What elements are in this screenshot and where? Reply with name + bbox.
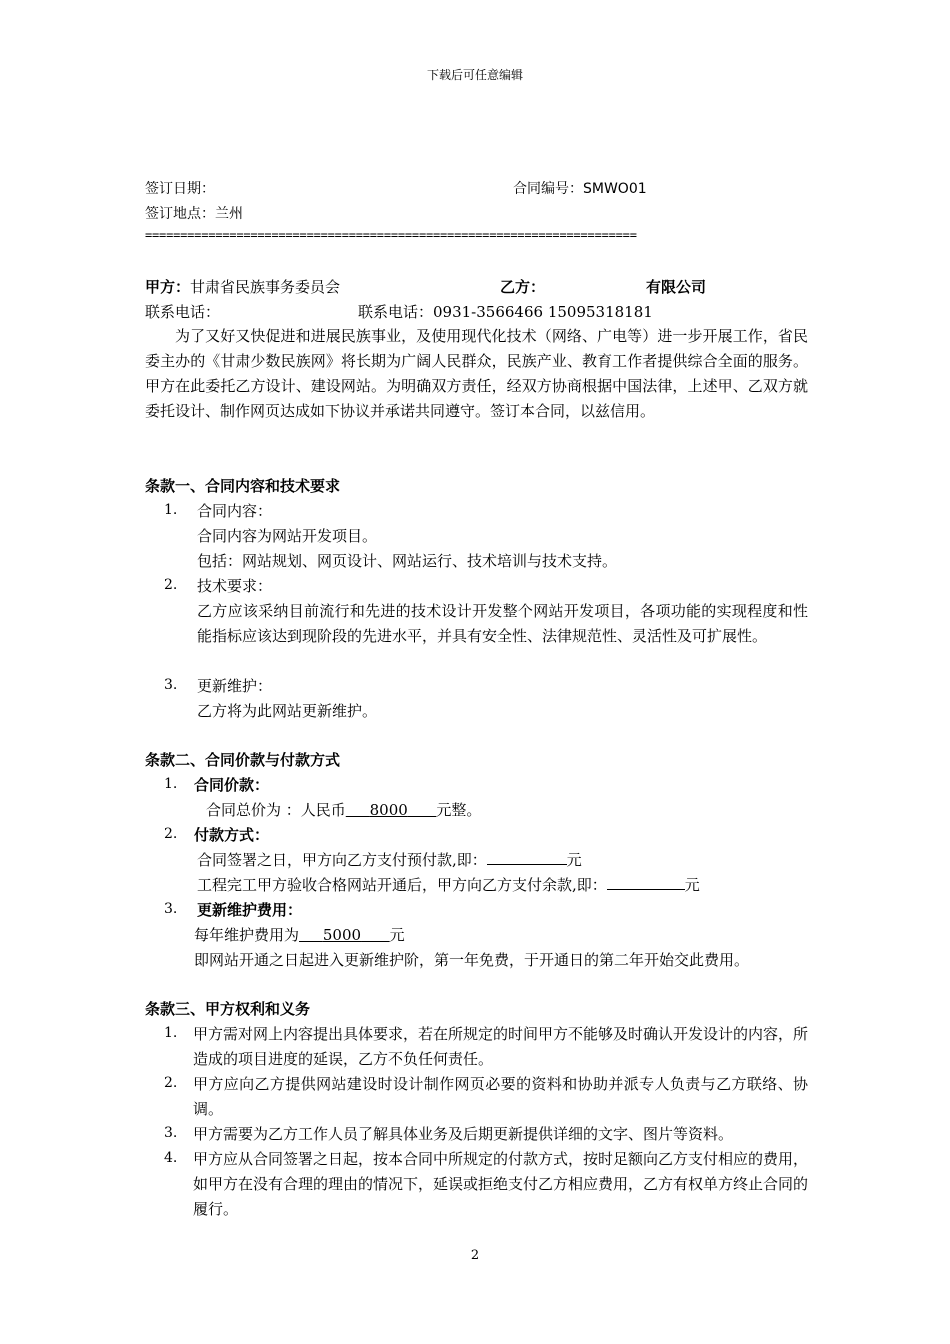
- sign-date-label: 签订日期：: [145, 181, 215, 197]
- header-note: 下载后可任意编辑: [426, 68, 523, 82]
- clause3-item3-text: 甲方需要为乙方工作人员了解具体业务及后期更新提供详细的文字、图片等资料。: [193, 1125, 734, 1143]
- clause1-item3-line1: 乙方将为此网站更新维护。: [197, 702, 378, 720]
- clause1-item1-line1: 合同内容为网站开发项目。: [197, 527, 378, 545]
- balance-blank: [607, 874, 685, 890]
- separator-line: ======================================================================: [145, 228, 637, 242]
- maintenance-fee-line: [194, 923, 405, 948]
- clause2-item1-num: 1.: [164, 776, 178, 792]
- fee-value: [299, 926, 390, 944]
- sign-place: [145, 203, 243, 223]
- sign-place-value: 兰州: [215, 206, 243, 222]
- prepayment-suffix: 元: [566, 851, 582, 869]
- clause2-item2-label: 付款方式：: [194, 826, 270, 844]
- clause3-item4-num: 4.: [164, 1150, 178, 1166]
- clause1-item2-text: 乙方应该采纳目前流行和先进的技术设计开发整个网站开发项目，各项功能的实现程度和性能指标应该达到现阶段的先进水平，并具有安全性、法律规范性、灵活性及可扩展性。: [197, 602, 808, 645]
- clause1-title: 条款一、合同内容和技术要求: [145, 477, 341, 495]
- contract-price-line: [206, 798, 481, 823]
- fee-value-text: 5000: [322, 926, 362, 944]
- clause1-item1-line2: 包括：网站规划、网页设计、网站运行、技术培训与技术支持。: [197, 552, 618, 570]
- clause3-item3-num: 3.: [164, 1125, 178, 1141]
- clause1-item2-num: 2.: [164, 577, 178, 593]
- clause2-item3-num: 3.: [164, 901, 178, 917]
- clause3-item4-text: 甲方应从合同签署之日起，按本合同中所规定的付款方式，按时足额向乙方支付相应的费用，如甲方在没有合理的理由的情况下，延误或拒绝支付乙方相应费用，乙方有权单方终止合同的履行。: [193, 1150, 809, 1218]
- party-b-phone: 联系电话：0931-3566466 15095318181: [358, 303, 653, 321]
- clause3-item2-text: 甲方应向乙方提供网站建设时设计制作网页必要的资料和协助并派专人负责与乙方联络、协调。: [193, 1075, 808, 1118]
- fee-prefix: 每年维护费用为: [194, 926, 300, 944]
- clause2-item3-label: 更新维护费用：: [197, 901, 303, 919]
- clause1-item1-label: 合同内容：: [197, 502, 273, 520]
- clause2-title: 条款二、合同价款与付款方式: [145, 751, 341, 769]
- clause2-item2-num: 2.: [164, 826, 178, 842]
- contract-number: [513, 178, 647, 198]
- fee-suffix: 元: [389, 926, 405, 944]
- page-number: 2: [470, 1248, 480, 1263]
- party-a-label: 甲方：: [145, 278, 191, 296]
- party-a-phone-label: 联系电话：: [145, 303, 221, 321]
- maintenance-fee-note: 即网站开通之日起进入更新维护阶，第一年免费，于开通日的第二年开始交此费用。: [194, 951, 750, 969]
- clause2-item1-label: 合同价款：: [194, 776, 270, 794]
- contract-number-value: SMWO01: [583, 181, 647, 197]
- party-a-name: 甘肃省民族事务委员会: [190, 278, 341, 296]
- contract-number-label: 合同编号：: [513, 181, 583, 197]
- balance-prefix: 工程完工甲方验收合格网站开通后，甲方向乙方支付余款,即：: [197, 876, 607, 894]
- price-value-text: 8000: [369, 801, 408, 819]
- prepayment-line: [197, 848, 582, 873]
- clause1-item1-num: 1.: [164, 502, 178, 518]
- clause3-item2-num: 2.: [164, 1075, 178, 1091]
- party-a: [145, 275, 340, 300]
- prepayment-blank: [487, 849, 567, 865]
- clause3-item1-num: 1.: [164, 1025, 178, 1041]
- intro-paragraph: 为了又好又快促进和进展民族事业，及使用现代化技术（网络、广电等）进一步开展工作，省民委主办的《甘肃少数民族网》将长期为广阔人民群众，民族产业、教育工作者提供综合全面的服务。甲方在此委托乙方设计、建设网站。为明确双方责任，经双方协商根据中国法律，上述甲、乙双方就委托设计、制作网页达成如下协议并承诺共同遵守。签订本合同，以兹信用。: [145, 327, 808, 420]
- party-b-label: 乙方：: [500, 278, 546, 296]
- balance-payment-line: [197, 873, 700, 898]
- clause1-item3-num: 3.: [164, 677, 178, 693]
- price-suffix: 元整。: [436, 801, 482, 819]
- sign-place-label: 签订地点：: [145, 206, 215, 222]
- clause3-title: 条款三、甲方权利和义务: [145, 1000, 311, 1018]
- prepayment-prefix: 合同签署之日，甲方向乙方支付预付款,即：: [197, 851, 487, 869]
- price-value: [346, 801, 437, 819]
- balance-suffix: 元: [684, 876, 700, 894]
- clause1-item2-label: 技术要求：: [197, 577, 273, 595]
- clause3-item1-text: 甲方需对网上内容提出具体要求，若在所规定的时间甲方不能够及时确认开发设计的内容，所造成的项目进度的延误，乙方不负任何责任。: [193, 1025, 809, 1068]
- party-b-name: 有限公司: [646, 278, 707, 296]
- clause1-item3-label: 更新维护：: [197, 677, 273, 695]
- price-prefix: 合同总价为 ：人民币: [206, 801, 346, 819]
